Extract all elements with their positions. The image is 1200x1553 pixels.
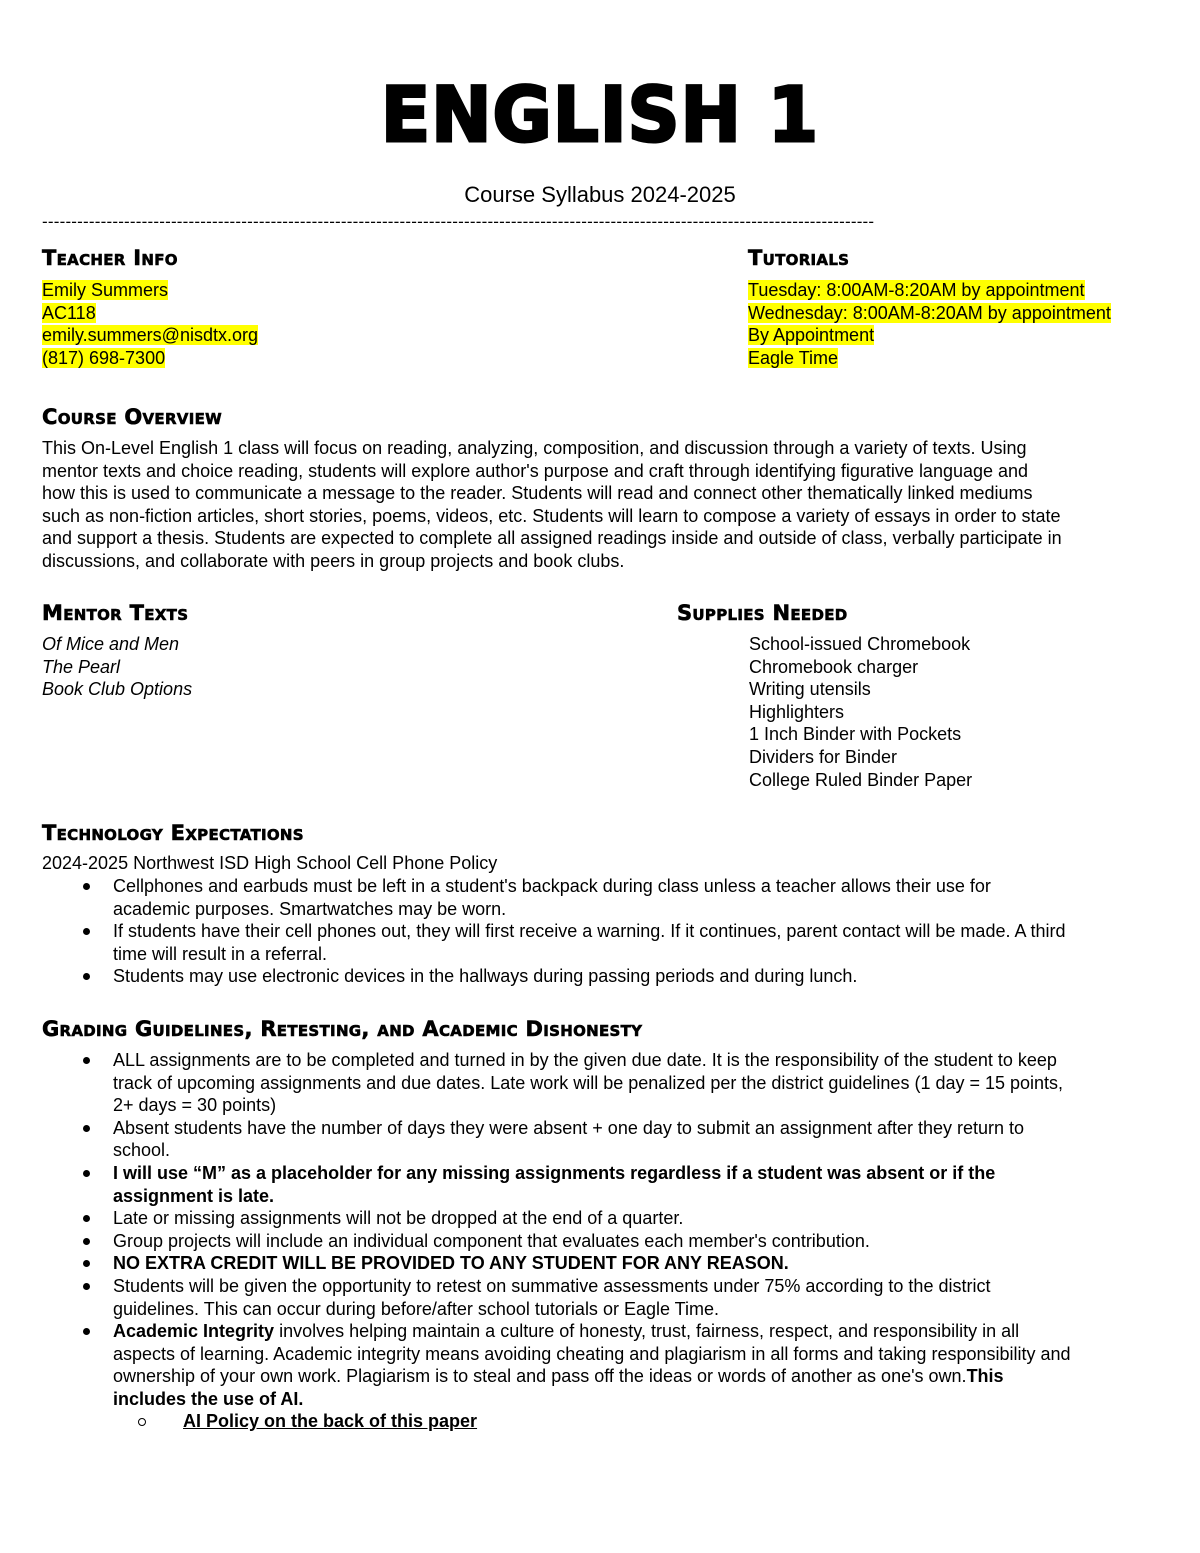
mentor-text-item: The Pearl: [42, 656, 121, 677]
divider: ----------------------------------------------------------------------------------------------------------------------------------------------: [42, 212, 875, 231]
bullet-text: If students have their cell phones out, they will first receive a warning. If it continues, parent contact will be made. A third: [113, 921, 1066, 942]
bullet-text: ALL assignments are to be completed and turned in by the given due date. It is the responsibility of the student to keep: [113, 1050, 1057, 1070]
grading-heading: Grading Guidelines, Retesting, and Academic Dishonesty: [42, 1017, 643, 1041]
bullet-text: time will result in a referral.: [113, 943, 328, 964]
tutorial-item: By Appointment: [748, 325, 875, 346]
bullet-icon: [83, 1215, 90, 1222]
overview-line: This On-Level English 1 class will focus on reading, analyzing, composition, and discussion through a variety of texts. Using: [42, 438, 1027, 458]
tutorials-heading: Tutorials: [748, 246, 850, 270]
bullet-text: aspects of learning. Academic integrity means avoiding cheating and plagiarism in all forms and taking responsibility and: [113, 1343, 1071, 1364]
tutorial-item: Eagle Time: [748, 347, 839, 368]
list-item: [42, 920, 1162, 965]
technology-heading: Technology Expectations: [42, 821, 304, 845]
technology-intro: 2024-2025 Northwest ISD High School Cell Phone Policy: [42, 853, 498, 873]
bullet-icon: [83, 973, 90, 980]
bullet-text: Group projects will include an individual component that evaluates each member's contribution.: [113, 1230, 870, 1251]
teacher-phone: (817) 698-7300: [42, 347, 166, 368]
sub-list-item: [42, 1410, 478, 1433]
course-overview-heading: Course Overview: [42, 405, 222, 429]
bullet-text: Absent students have the number of days they were absent + one day to submit an assignment after they return to: [113, 1117, 1025, 1138]
overview-line: mentor texts and choice reading, students will explore author's purpose and craft through identifying figurative language and: [42, 460, 1029, 481]
grading-list: [42, 1049, 1162, 1411]
list-item: [42, 875, 1162, 920]
bullet-text: school.: [113, 1140, 171, 1161]
bullet-text: includes the use of AI.: [113, 1388, 304, 1409]
list-item: [42, 1049, 1162, 1117]
bullet-icon: [83, 1125, 90, 1132]
page-subtitle: Course Syllabus 2024-2025: [464, 182, 736, 207]
supply-item: College Ruled Binder Paper: [749, 769, 973, 790]
technology-list: [42, 875, 1162, 988]
page-title: ENGLISH 1: [380, 70, 820, 159]
bullet-icon: [83, 1170, 90, 1177]
list-item: [42, 1230, 1162, 1253]
bullet-bold-text: This: [966, 1366, 1004, 1387]
teacher-info-block: [42, 279, 258, 369]
mentor-texts-list: [42, 633, 192, 701]
overview-line: discussions, and collaborate with peers in group projects and book clubs.: [42, 550, 625, 571]
bullet-text: NO EXTRA CREDIT WILL BE PROVIDED TO ANY STUDENT FOR ANY REASON.: [113, 1253, 789, 1274]
overview-line: such as non-fiction articles, short stories, poems, videos, etc. Students will learn to compose a variety of essays in order to state: [42, 505, 1061, 526]
overview-line: and support a thesis. Students are expected to complete all assigned readings inside and outside of class, verbally participate in: [42, 528, 1062, 549]
course-overview-text: [42, 437, 1162, 573]
list-item: [42, 1320, 1162, 1410]
supply-item: Highlighters: [749, 701, 845, 722]
list-item: [42, 1252, 1162, 1275]
tutorial-item: Tuesday: 8:00AM-8:20AM by appointment: [748, 280, 1085, 300]
bullet-text: guidelines. This can occur during before/after school tutorials or Eagle Time.: [113, 1298, 719, 1319]
bullet-icon: [83, 1328, 90, 1335]
supplies-heading: Supplies Needed: [677, 601, 848, 625]
tutorial-item: Wednesday: 8:00AM-8:20AM by appointment: [748, 302, 1111, 323]
supplies-list: [749, 633, 972, 791]
bullet-icon: [83, 883, 90, 890]
bullet-text: Late or missing assignments will not be dropped at the end of a quarter.: [113, 1208, 684, 1229]
overview-line: how this is used to communicate a message to the reader. Students will read and connect other thematically linked mediums: [42, 483, 1033, 504]
supply-item: Writing utensils: [749, 679, 871, 700]
teacher-name: Emily Summers: [42, 280, 169, 300]
bullet-text: Cellphones and earbuds must be left in a student's backpack during class unless a teacher allows their use for: [113, 876, 991, 896]
bullet-text: academic purposes. Smartwatches may be worn.: [113, 898, 507, 919]
list-item: [42, 1162, 1162, 1207]
bullet-icon: [83, 1283, 90, 1290]
bullet-icon: [83, 1260, 90, 1267]
bullet-icon: [83, 928, 90, 935]
bullet-text: Students will be given the opportunity to retest on summative assessments under 75% according to the district: [113, 1275, 991, 1296]
bullet-text: 2+ days = 30 points): [113, 1095, 277, 1116]
list-item: [42, 1117, 1162, 1162]
supply-item: School-issued Chromebook: [749, 634, 971, 654]
supply-item: Dividers for Binder: [749, 746, 898, 767]
list-item: [42, 1275, 1162, 1320]
bullet-text: assignment is late.: [113, 1185, 275, 1206]
bullet-icon: [83, 1238, 90, 1245]
bullet-text: Students may use electronic devices in the hallways during passing periods and during lunch.: [113, 966, 858, 987]
teacher-room: AC118: [42, 302, 96, 323]
teacher-info-heading: Teacher Info: [42, 246, 178, 270]
list-item: [42, 965, 1162, 988]
supply-item: 1 Inch Binder with Pockets: [749, 724, 962, 745]
teacher-email: emily.summers@nisdtx.org: [42, 325, 258, 346]
supply-item: Chromebook charger: [749, 656, 919, 677]
circle-bullet-icon: [138, 1418, 146, 1426]
bullet-text: I will use “M” as a placeholder for any missing assignments regardless if a student was absent or if the: [113, 1162, 996, 1183]
bullet-text: involves helping maintain a culture of honesty, trust, fairness, respect, and responsibility in all: [274, 1321, 1020, 1342]
bullet-text: ownership of your own work. Plagiarism is to steal and pass off the ideas or words of another as one's own.: [113, 1366, 967, 1387]
bullet-icon: [83, 1057, 90, 1064]
list-item: [42, 1207, 1162, 1230]
academic-integrity-label: Academic Integrity: [113, 1321, 275, 1342]
tutorials-block: [748, 279, 1111, 369]
mentor-text-item: Of Mice and Men: [42, 634, 180, 654]
ai-policy-link[interactable]: AI Policy on the back of this paper: [183, 1411, 478, 1431]
mentor-text-item: Book Club Options: [42, 679, 193, 700]
bullet-text: track of upcoming assignments and due dates. Late work will be penalized per the district guidelines (1 day = 15 points,: [113, 1072, 1064, 1093]
mentor-texts-heading: Mentor Texts: [42, 601, 189, 625]
